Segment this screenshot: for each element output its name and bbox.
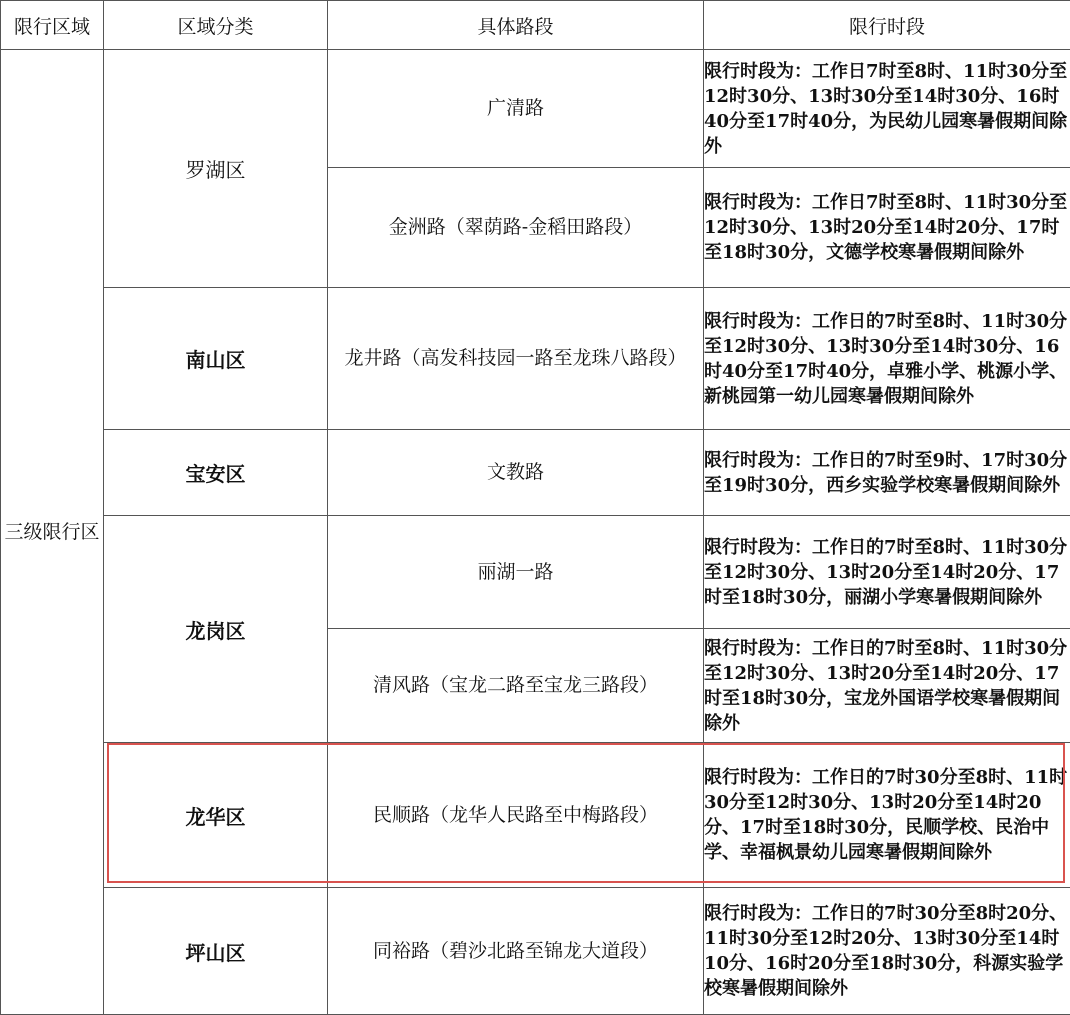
road-cell: 龙井路（高发科技园一路至龙珠八路段） [328, 288, 704, 430]
district-cell: 龙岗区 [104, 516, 328, 743]
district-cell: 罗湖区 [104, 50, 328, 288]
district-cell: 龙华区 [104, 743, 328, 888]
road-cell: 金洲路（翠荫路-金稻田路段） [328, 168, 704, 288]
time-cell: 限行时段为：工作日的7时至8时、11时30分至12时30分、13时20分至14时20分、17时至18时30分，宝龙外国语学校寒暑假期间除外 [704, 629, 1070, 743]
header-row [1, 1, 1070, 50]
header-time: 限行时段 [704, 1, 1070, 50]
time-cell: 限行时段为：工作日的7时至8时、11时30分至12时30分、13时20分至14时20分、17时至18时30分，丽湖小学寒暑假期间除外 [704, 516, 1070, 629]
road-cell: 丽湖一路 [328, 516, 704, 629]
table-row [1, 50, 1070, 168]
header-road: 具体路段 [328, 1, 704, 50]
time-cell: 限行时段为：工作日7时至8时、11时30分至12时30分、13时30分至14时30分、16时40分至17时40分，为民幼儿园寒暑假期间除外 [704, 50, 1070, 168]
header-zone: 限行区域 [1, 1, 104, 50]
road-cell: 广清路 [328, 50, 704, 168]
district-cell: 南山区 [104, 288, 328, 430]
table-row [1, 288, 1070, 430]
table-row [1, 516, 1070, 629]
road-cell: 清风路（宝龙二路至宝龙三路段） [328, 629, 704, 743]
road-cell: 民顺路（龙华人民路至中梅路段） [328, 743, 704, 888]
district-cell: 宝安区 [104, 430, 328, 516]
road-cell: 同裕路（碧沙北路至锦龙大道段） [328, 888, 704, 1015]
zone-cell: 三级限行区 [1, 50, 104, 1015]
district-cell: 坪山区 [104, 888, 328, 1015]
table-row [1, 743, 1070, 888]
time-cell: 限行时段为：工作日7时至8时、11时30分至12时30分、13时20分至14时20分、17时至18时30分，文德学校寒暑假期间除外 [704, 168, 1070, 288]
time-cell: 限行时段为：工作日的7时30分至8时20分、11时30分至12时20分、13时30分至14时10分、16时20分至18时30分，科源实验学校寒暑假期间除外 [704, 888, 1070, 1015]
table-row [1, 888, 1070, 1015]
time-cell: 限行时段为：工作日的7时至9时、17时30分至19时30分，西乡实验学校寒暑假期间除外 [704, 430, 1070, 516]
time-cell: 限行时段为：工作日的7时至8时、11时30分至12时30分、13时30分至14时30分、16时40分至17时40分，卓雅小学、桃源小学、新桃园第一幼儿园寒暑假期间除外 [704, 288, 1070, 430]
road-cell: 文教路 [328, 430, 704, 516]
header-district: 区域分类 [104, 1, 328, 50]
time-cell: 限行时段为：工作日的7时30分至8时、11时30分至12时30分、13时20分至14时20分、17时至18时30分，民顺学校、民治中学、幸福枫景幼儿园寒暑假期间除外 [704, 743, 1070, 888]
table-row [1, 430, 1070, 516]
